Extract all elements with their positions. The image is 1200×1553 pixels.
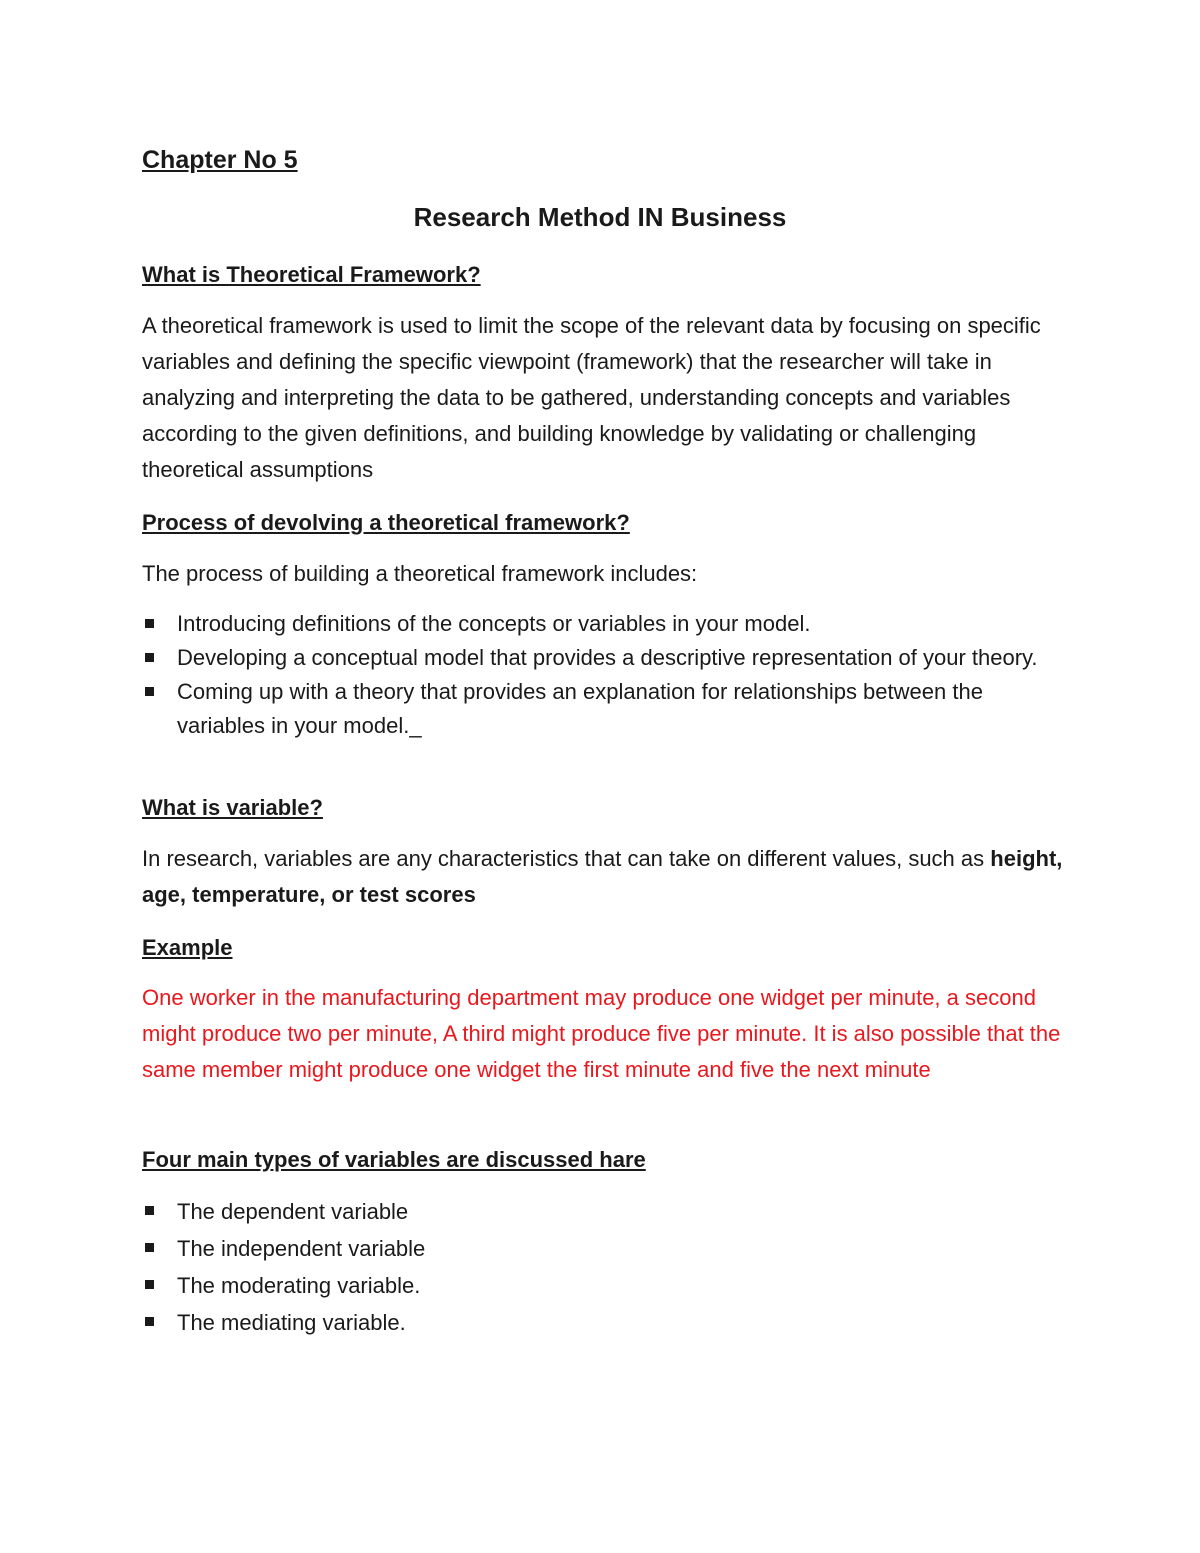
document-title: Research Method IN Business [413,202,787,232]
list-item-text: Introducing definitions of the concepts or variables in your model. [177,611,811,636]
heading-variable-types: Four main types of variables are discussed hare [142,1147,646,1172]
heading-example: Example [142,935,233,960]
heading-variable: What is variable? [142,795,323,820]
process-list [142,607,1072,743]
list-item [142,607,1072,641]
list-item-text: Developing a conceptual model that provides a descriptive representation of your theory. [177,645,1038,670]
square-bullet-icon [145,1317,154,1326]
paragraph-theoretical-framework: A theoretical framework is used to limit the scope of the relevant data by focusing on specific variables and defining the specific viewpoint (framework) that the researcher will take in analyzing and interpreting the data to be gathered, understanding concepts and variables according to the given definitions, and building knowledge by validating or challenging theoretical assumptions [142,313,1041,482]
variable-examples-bold: height, age, temperature, or test scores [142,846,1063,907]
square-bullet-icon [145,619,154,628]
variable-body-text: In research, variables are any characteristics that can take on different values, such as [142,846,985,871]
list-item [142,1304,1072,1341]
list-item [142,675,1072,743]
list-item-text: The moderating variable. [177,1273,421,1298]
square-bullet-icon [145,1280,154,1289]
paragraph-variable [142,841,1072,913]
list-item-text: The independent variable [177,1236,426,1261]
list-item-text: The dependent variable [177,1199,409,1224]
variable-types-list [142,1193,1072,1341]
square-bullet-icon [145,1243,154,1252]
list-item [142,1193,1072,1230]
square-bullet-icon [145,1206,154,1215]
paragraph-example: One worker in the manufacturing department may produce one widget per minute, a second might produce two per minute, A third might produce five per minute. It is also possible that the same member might produce one widget the first minute and five the next minute [142,985,1061,1082]
heading-theoretical-framework: What is Theoretical Framework? [142,262,481,287]
list-item-text: Coming up with a theory that provides an explanation for relationships between the variables in your model._ [177,679,983,738]
list-item [142,1230,1072,1267]
square-bullet-icon [145,653,154,662]
paragraph-process-intro: The process of building a theoretical framework includes: [142,561,698,586]
heading-process: Process of devolving a theoretical framework? [142,510,630,535]
square-bullet-icon [145,687,154,696]
chapter-heading: Chapter No 5 [142,146,298,174]
list-item-text: The mediating variable. [177,1310,406,1335]
list-item [142,1267,1072,1304]
list-item [142,641,1072,675]
